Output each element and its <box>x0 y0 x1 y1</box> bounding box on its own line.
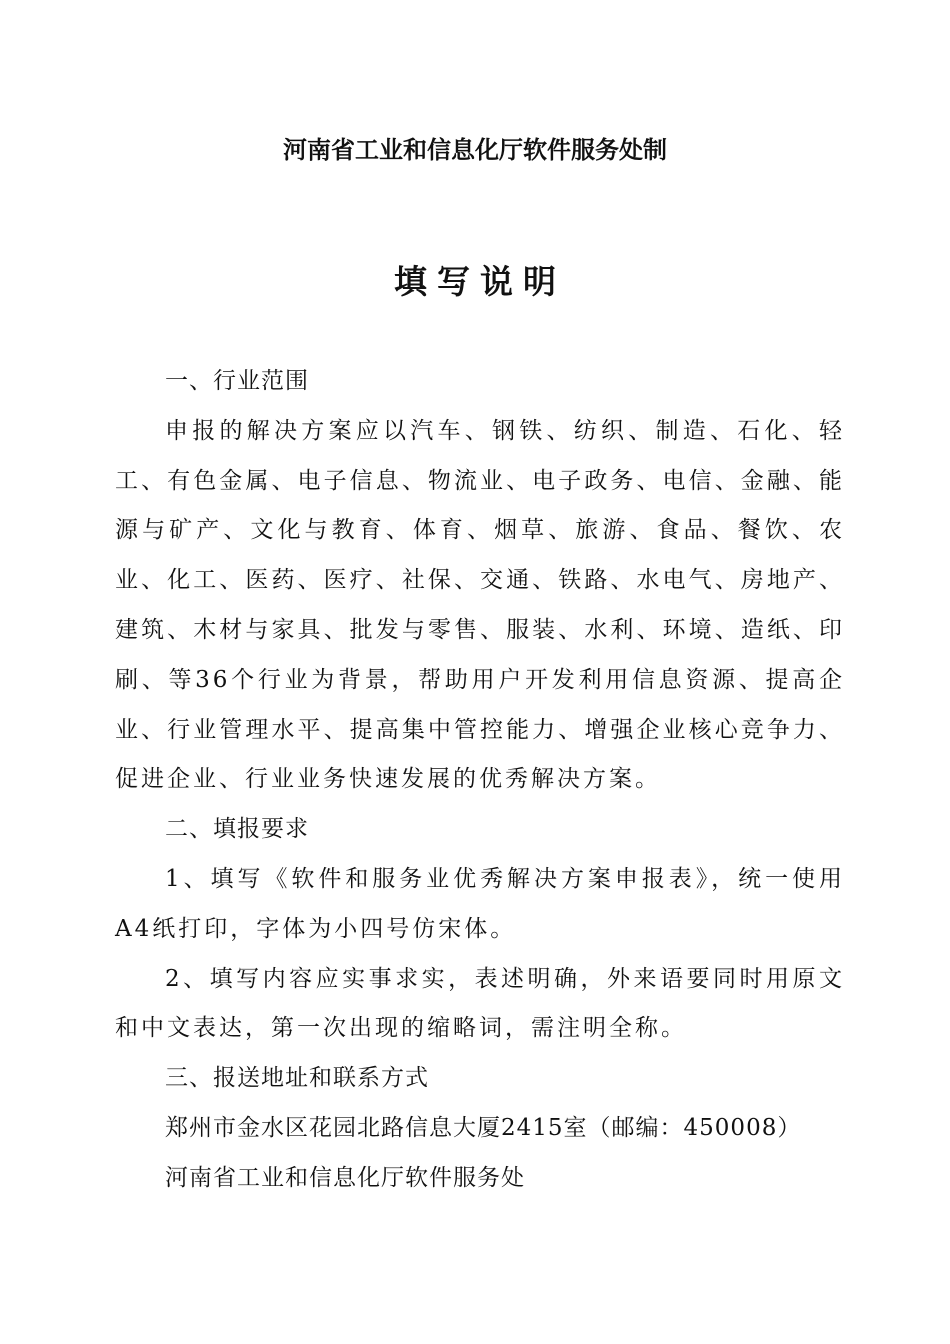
requirement-item-1: 1、填写《软件和服务业优秀解决方案申报表》，统一使用A4纸打印，字体为小四号仿宋体。 <box>115 865 845 942</box>
contact-office: 河南省工业和信息化厅软件服务处 <box>165 1164 525 1191</box>
document-body <box>115 357 845 1204</box>
section-heading-contact: 三、报送地址和联系方式 <box>165 1065 429 1092</box>
document-title: 填写说明 <box>394 262 566 301</box>
contact-address: 郑州市金水区花园北路信息大厦2415室（邮编：450008） <box>165 1114 802 1141</box>
industry-scope-paragraph: 申报的解决方案应以汽车、钢铁、纺织、制造、石化、轻工、有色金属、电子信息、物流业、电子政务、电信、金融、能源与矿产、文化与教育、体育、烟草、旅游、食品、餐饮、农业、化工、医药、医疗、社保、交通、铁路、水电气、房地产、建筑、木材与家具、批发与零售、服装、水利、环境、造纸、印刷、等36个行业为背景，帮助用户开发利用信息资源、提高企业、行业管理水平、提高集中管控能力、增强企业核心竞争力、促进企业、行业业务快速发展的优秀解决方案。 <box>115 417 845 793</box>
requirement-item-2: 2、填写内容应实事求实，表述明确，外来语要同时用原文和中文表达，第一次出现的缩略词，需注明全称。 <box>115 965 845 1042</box>
section-heading-industry: 一、行业范围 <box>165 368 309 394</box>
issuer-header: 河南省工业和信息化厅软件服务处制 <box>283 136 667 164</box>
section-heading-requirements: 二、填报要求 <box>165 816 309 843</box>
